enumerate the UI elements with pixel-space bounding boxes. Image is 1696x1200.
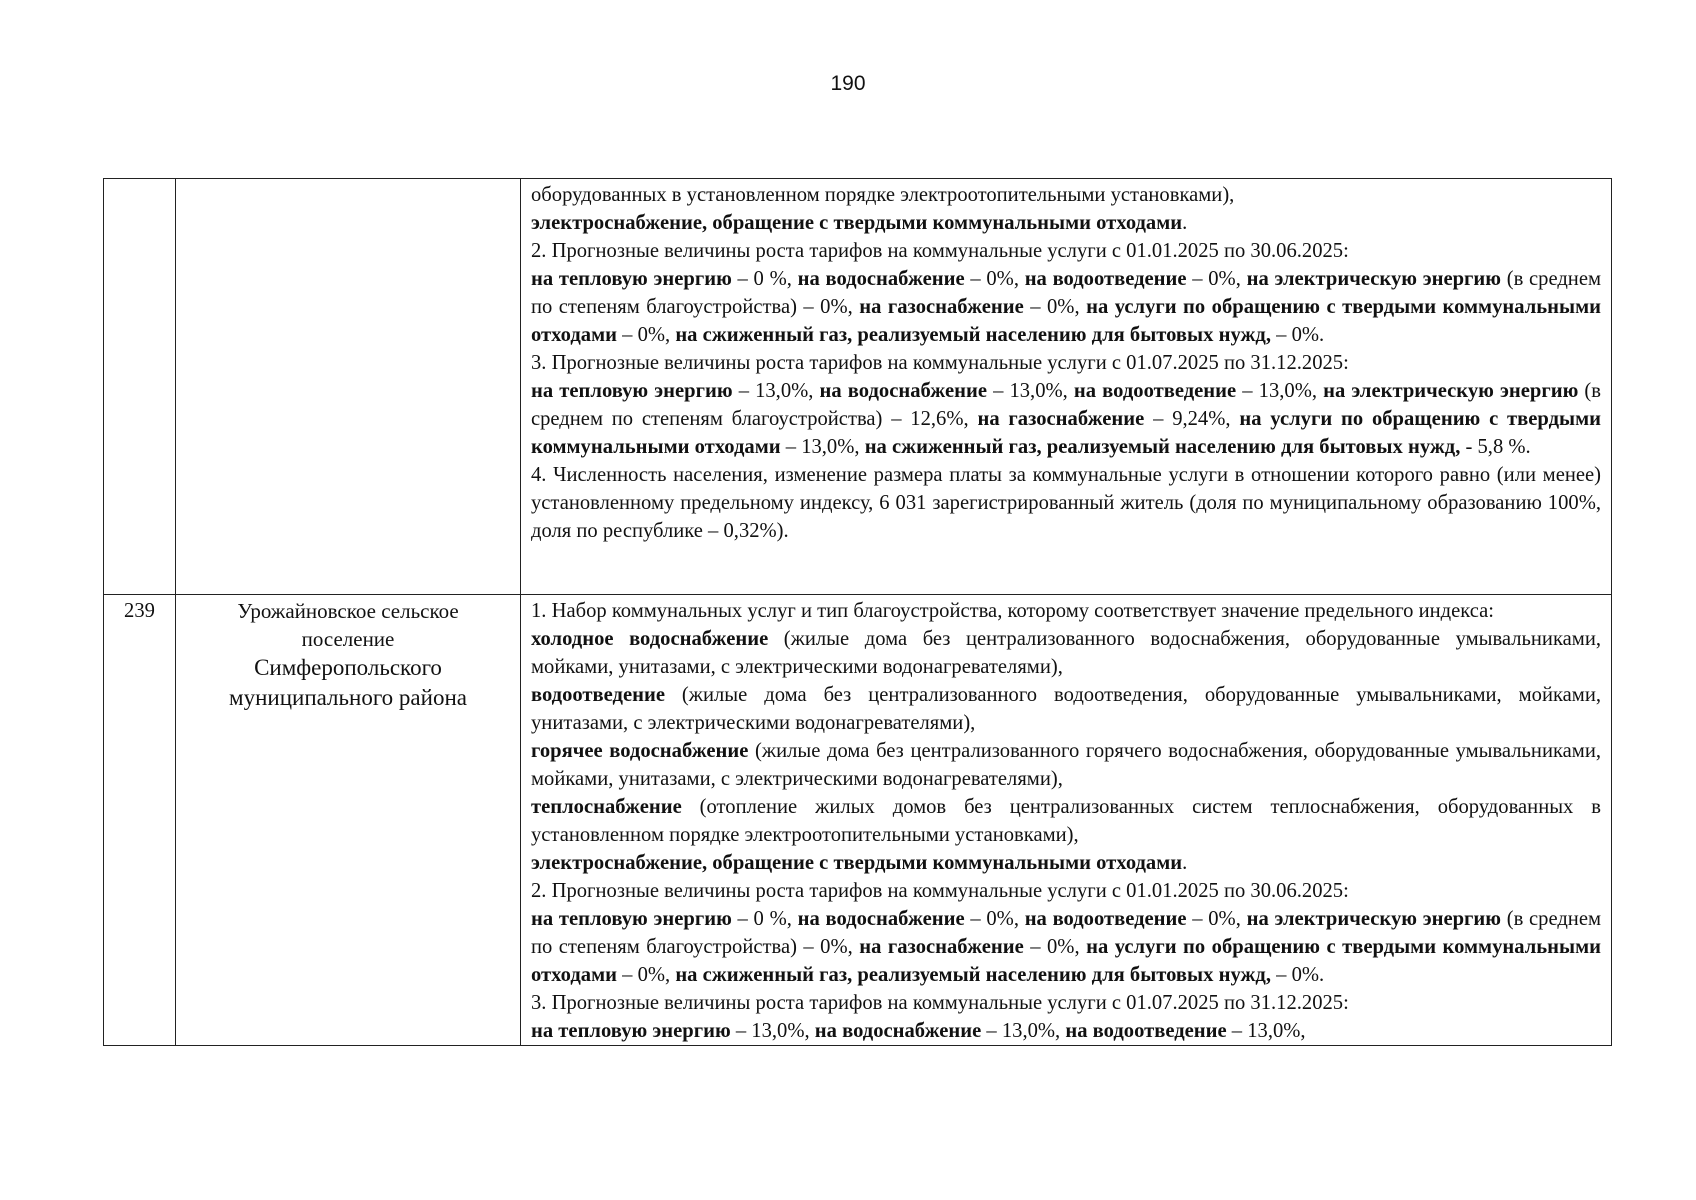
text-run: 4. Численность населения, изменение размера платы за коммунальные услуги в отношении которого равно (или менее) установленному предельному индексу, 6 031 зарегистрированный житель (доля по муниципальному образованию 100%, доля по республике – 0,32%).	[531, 464, 1601, 542]
bold-text-run: на тепловую энергию	[531, 1020, 731, 1042]
paragraph	[531, 681, 1601, 737]
bold-text-run: на водоотведение	[1024, 908, 1187, 930]
paragraph	[531, 625, 1601, 681]
text-run: .	[1182, 852, 1188, 874]
bold-text-run: на услуги по обращению с твердыми коммунальными отходами	[531, 936, 1601, 986]
text-run: – 13,0%,	[986, 380, 1074, 402]
bold-text-run: на сжиженный газ, реализуемый населению для бытовых нужд,	[864, 436, 1461, 458]
paragraph	[531, 905, 1601, 989]
bold-text-run: на сжиженный газ, реализуемый населению для бытовых нужд,	[675, 324, 1271, 346]
table-row	[104, 179, 1612, 595]
page-number: 190	[830, 72, 866, 95]
paragraph	[531, 349, 1601, 377]
bold-text-run: холодное водоснабжение	[531, 628, 769, 650]
text-run: - 5,8 %.	[1460, 436, 1531, 458]
bold-text-run: электроснабжение, обращение с твердыми коммунальными отходами	[531, 212, 1183, 234]
table-row	[104, 595, 1612, 1046]
text-run: (в среднем по степеням благоустройства) – 0%,	[531, 908, 1602, 958]
paragraph	[531, 265, 1601, 349]
paragraph	[531, 181, 1601, 209]
bold-text-run: на тепловую энергию	[531, 268, 732, 290]
paragraph	[531, 737, 1601, 793]
text-run: (в среднем по степеням благоустройства) – 12,6%,	[531, 380, 1601, 430]
text-run: (в среднем по степеням благоустройства) – 0%,	[531, 268, 1602, 318]
bold-text-run: на водоотведение	[1024, 268, 1187, 290]
text-run: 2. Прогнозные величины роста тарифов на коммунальные услуги с 01.01.2025 по 30.06.2025:	[531, 240, 1349, 262]
text-run: – 0 %,	[731, 908, 798, 930]
bold-text-run: на водоснабжение	[797, 908, 965, 930]
bold-text-run: на газоснабжение	[859, 936, 1024, 958]
paragraph	[531, 989, 1601, 1017]
bold-text-run: теплоснабжение	[531, 796, 682, 818]
text-run: – 0%,	[1023, 936, 1087, 958]
text-run: – 0%.	[1270, 964, 1325, 986]
paragraph	[531, 237, 1601, 265]
text-run: – 13,0%,	[730, 1020, 815, 1042]
bold-text-run: на сжиженный газ, реализуемый населению для бытовых нужд,	[675, 964, 1271, 986]
bold-text-run: на услуги по обращению с твердыми коммунальными отходами	[531, 296, 1601, 346]
paragraph	[531, 849, 1601, 877]
text-run: – 0%,	[616, 324, 676, 346]
municipality-name-line: Симферопольского	[254, 655, 442, 680]
text-run: – 0%,	[964, 908, 1025, 930]
text-run: – 0%,	[1186, 268, 1247, 290]
paragraph	[531, 1017, 1601, 1045]
tariff-description-cell	[521, 179, 1612, 595]
bold-text-run: на газоснабжение	[859, 296, 1024, 318]
bold-text-run: на водоотведение	[1065, 1020, 1227, 1042]
text-run: – 0%.	[1270, 324, 1325, 346]
tariff-description-cell	[521, 595, 1612, 1046]
bold-text-run: на газоснабжение	[977, 408, 1145, 430]
bold-text-run: на тепловую энергию	[531, 380, 733, 402]
bold-text-run: на услуги по обращению с твердыми коммунальными отходами	[531, 408, 1601, 458]
text-run: 3. Прогнозные величины роста тарифов на коммунальные услуги с 01.07.2025 по 31.12.2025:	[531, 352, 1349, 374]
text-run: – 13,0%,	[732, 380, 820, 402]
bold-text-run: горячее водоснабжение	[531, 740, 749, 762]
text-run: (жилые дома без централизованного водоотведения, оборудованные умывальниками, мойками, унитазами, с электрическими водонагревателями),	[531, 684, 1601, 734]
text-run: (жилые дома без централизованного горячего водоснабжения, оборудованные умывальниками, мойками, унитазами, с электрическими водонагревателями),	[531, 740, 1601, 790]
tariff-table	[103, 178, 1612, 1046]
text-run: .	[1182, 212, 1188, 234]
text-run: – 0%,	[1023, 296, 1087, 318]
text-run: 2. Прогнозные величины роста тарифов на коммунальные услуги с 01.01.2025 по 30.06.2025:	[531, 880, 1349, 902]
text-run: – 13,0%,	[981, 1020, 1066, 1042]
bold-text-run: на электрическую энергию	[1246, 908, 1502, 930]
text-run: – 13,0%,	[780, 436, 865, 458]
row-number-cell	[104, 179, 176, 595]
paragraph	[531, 793, 1601, 849]
text-run: (жилые дома без централизованного водоснабжения, оборудованные умывальниками, мойками, унитазами, с электрическими водонагревателями),	[531, 628, 1601, 678]
text-run: 3. Прогнозные величины роста тарифов на коммунальные услуги с 01.07.2025 по 31.12.2025:	[531, 992, 1349, 1014]
text-run: (отопление жилых домов без централизованных систем теплоснабжения, оборудованных в установленном порядке электроотопительными установками),	[531, 796, 1601, 846]
bold-text-run: электроснабжение, обращение с твердыми коммунальными отходами	[531, 852, 1183, 874]
bold-text-run: на тепловую энергию	[531, 908, 732, 930]
text-run: – 0 %,	[731, 268, 798, 290]
paragraph	[531, 461, 1601, 545]
text-run: оборудованных в установленном порядке электроотопительными установками),	[531, 184, 1235, 206]
text-run: – 13,0%,	[1226, 1020, 1306, 1042]
row-number-cell: 239	[104, 595, 176, 1046]
paragraph	[531, 377, 1601, 461]
paragraph	[531, 597, 1601, 625]
text-run: – 0%,	[1186, 908, 1247, 930]
paragraph	[531, 209, 1601, 237]
municipality-name-cell	[176, 179, 521, 595]
bold-text-run: на водоснабжение	[814, 1020, 982, 1042]
bold-text-run: на водоснабжение	[819, 380, 987, 402]
bold-text-run: водоотведение	[531, 684, 665, 706]
municipality-name-cell	[176, 595, 521, 1046]
text-run: 1. Набор коммунальных услуг и тип благоустройства, которому соответствует значение предельного индекса:	[531, 600, 1494, 622]
text-run: – 13,0%,	[1236, 380, 1324, 402]
bold-text-run: на водоснабжение	[797, 268, 965, 290]
text-run: – 0%,	[964, 268, 1025, 290]
bold-text-run: на электрическую энергию	[1246, 268, 1502, 290]
bold-text-run: на электрическую энергию	[1323, 380, 1579, 402]
municipality-name-line: поселение	[301, 627, 395, 651]
text-run: – 0%,	[616, 964, 676, 986]
text-run: – 9,24%,	[1144, 408, 1240, 430]
municipality-name-line: Урожайновское сельское	[237, 599, 459, 623]
paragraph	[531, 877, 1601, 905]
bold-text-run: на водоотведение	[1073, 380, 1237, 402]
municipality-name-line: муниципального района	[229, 685, 467, 710]
